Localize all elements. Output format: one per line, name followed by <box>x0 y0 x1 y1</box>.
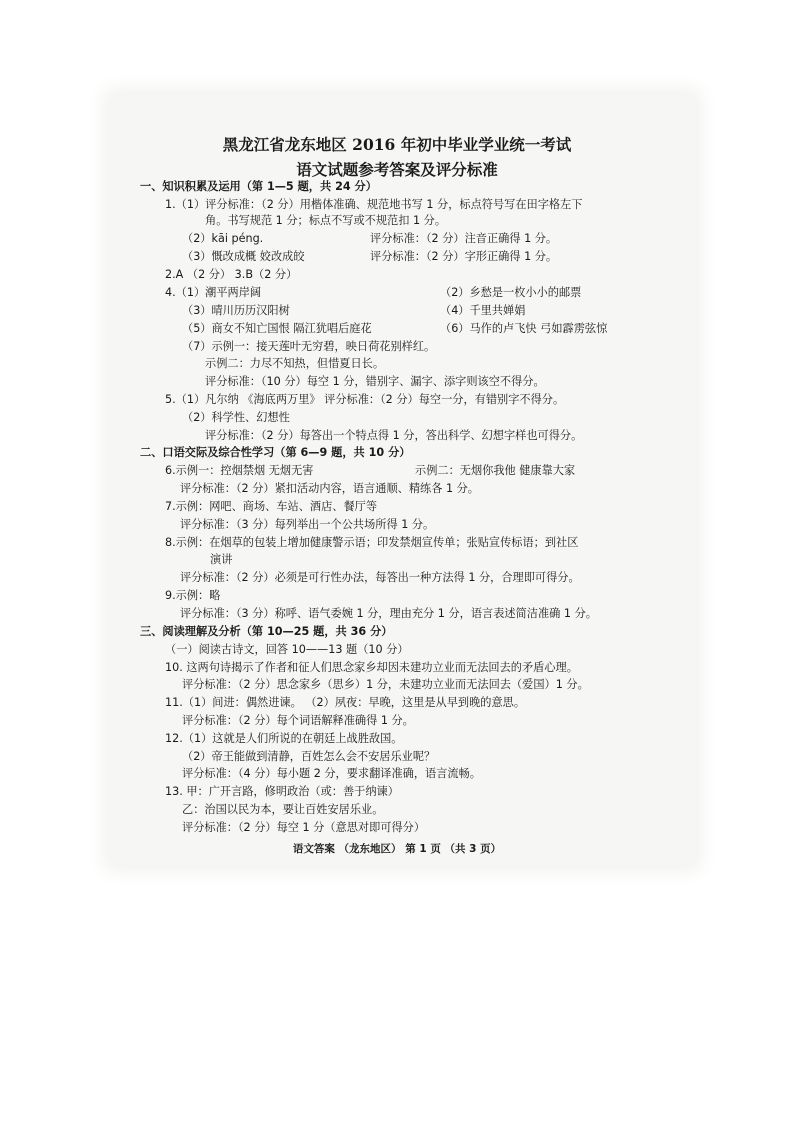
answer-line: 示例二：力尽不知热，但惜夏日长。 <box>205 357 385 370</box>
answer-line: 评分标准：（2 分）每个词语解释准确得 1 分。 <box>182 714 414 727</box>
section-heading: 三、阅读理解及分析（第 10—25 题，共 36 分） <box>140 625 393 638</box>
answer-line: 1.（1）评分标准：（2 分）用楷体准确、规范地书写 1 分，标点符号写在田字格左下 <box>165 198 583 211</box>
answer-line: 13. 甲：广开言路，修明政治（或：善于纳谏） <box>165 785 399 798</box>
answer-line: 7.示例：网吧、商场、车站、酒店、餐厅等 <box>165 500 378 513</box>
answer-line: （2）kāi péng. <box>182 232 264 245</box>
answer-line: 10. 这两句诗揭示了作者和征人们思念家乡却因未建功立业而无法回去的矛盾心理。 <box>165 661 578 674</box>
answer-line: 评分标准：（2 分）字形正确得 1 分。 <box>370 250 558 263</box>
answer-line: 5.（1）凡尔纳 《海底两万里》 评分标准：（2 分）每空一分，有错别字不得分。 <box>165 393 565 406</box>
answer-line: 评分标准：（4 分）每小题 2 分，要求翻译准确，语言流畅。 <box>182 767 481 780</box>
answer-line: 9.示例：略 <box>165 589 221 602</box>
section-heading: 一、知识积累及运用（第 1—5 题，共 24 分） <box>140 180 377 193</box>
answer-line: （2）科学性、幻想性 <box>182 411 290 424</box>
answer-line: 演讲 <box>210 553 233 566</box>
answer-line: 评分标准：（2 分）必须是可行性办法，每答出一种方法得 1 分，合理即可得分。 <box>180 571 580 584</box>
answer-line: （7）示例一：接天莲叶无穷碧，映日荷花别样红。 <box>182 340 436 353</box>
answer-line: 4.（1）潮平两岸阔 <box>165 286 262 299</box>
answer-line: 评分标准：（2 分）紧扣活动内容，语言通顺、精练各 1 分。 <box>180 482 479 495</box>
answer-line: 6.示例一：控烟禁烟 无烟无害 <box>165 464 314 477</box>
section-heading: 二、口语交际及综合性学习（第 6—9 题，共 10 分） <box>140 446 411 459</box>
answer-line: 评分标准：（3 分）称呼、语气委婉 1 分，理由充分 1 分，语言表述简洁准确 1 分。 <box>180 607 597 620</box>
answer-line: （4）千里共婵娟 <box>440 304 526 317</box>
answer-line: 示例二：无烟你我他 健康靠大家 <box>415 464 576 477</box>
document-subtitle: 语文试题参考答案及评分标准 <box>296 160 498 179</box>
answer-line: 8.示例：在烟草的包装上增加健康警示语；印发禁烟宣传单；张贴宣传标语；到社区 <box>165 536 579 549</box>
answer-line: （3）慨改成概 姣改成皎 <box>182 250 305 263</box>
answer-line: 2.A （2 分） 3.B（2 分） <box>165 268 298 281</box>
answer-line: （6）马作的卢飞快 弓如霹雳弦惊 <box>440 322 608 335</box>
page-footer: 语文答案 （龙东地区） 第 1 页 （共 3 页） <box>292 843 502 855</box>
answer-line: （2）乡愁是一枚小小的邮票 <box>440 286 582 299</box>
answer-line: 评分标准：（3 分）每列举出一个公共场所得 1 分。 <box>180 518 435 531</box>
answer-line: 评分标准：（2 分）每空 1 分（意思对即可得分） <box>182 821 426 834</box>
answer-line: （3）晴川历历汉阳树 <box>182 304 290 317</box>
answer-line: 评分标准：（10 分）每空 1 分，错别字、漏字、添字则该空不得分。 <box>205 375 545 388</box>
document-title: 黑龙江省龙东地区 2016 年初中毕业学业统一考试 <box>222 135 572 154</box>
answer-line: 11.（1）间进：偶然进谏。 （2）夙夜：早晚，这里是从早到晚的意思。 <box>165 696 526 709</box>
answer-line: 12.（1）这就是人们所说的在朝廷上战胜敌国。 <box>165 732 403 745</box>
answer-line: （2）帝王能做到清静，百姓怎么会不安居乐业呢？ <box>182 750 436 763</box>
answer-line: 评分标准：（2 分）注音正确得 1 分。 <box>370 232 558 245</box>
answer-line: 评分标准：（2 分）思念家乡（思乡）1 分，未建功立业而无法回去（爱国）1 分。 <box>182 678 589 691</box>
answer-line: （5）商女不知亡国恨 隔江犹唱后庭花 <box>182 322 372 335</box>
answer-line: （一）阅读古诗文，回答 10——13 题（10 分） <box>165 643 409 656</box>
answer-line: 角。书写规范 1 分；标点不写或不规范扣 1 分。 <box>205 214 447 227</box>
answer-line: 评分标准：（2 分）每答出一个特点得 1 分，答出科学、幻想字样也可得分。 <box>205 429 583 442</box>
answer-line: 乙：治国以民为本，要让百姓安居乐业。 <box>182 803 384 816</box>
